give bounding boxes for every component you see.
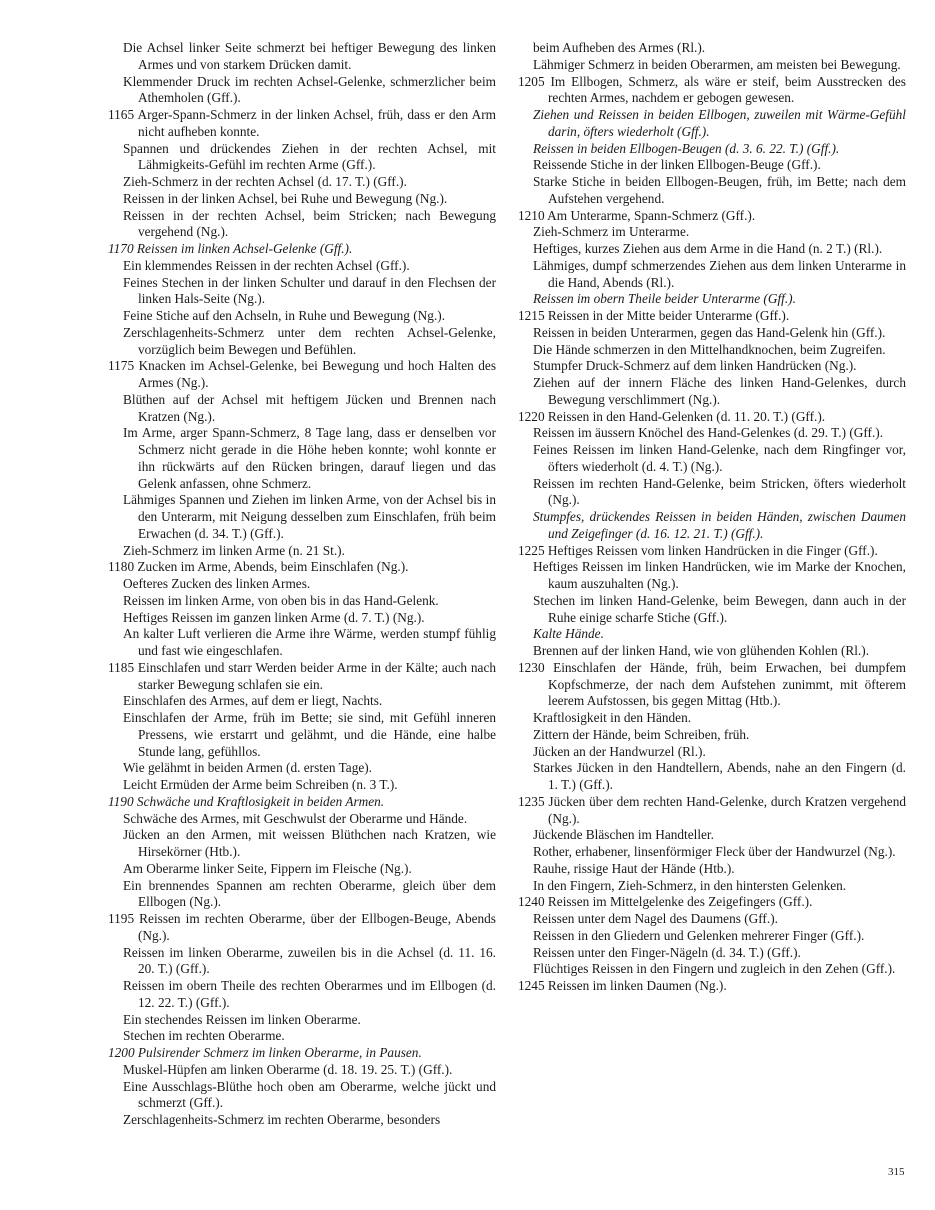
symptom-entry: Zerschlagenheits-Schmerz im rechten Oberarme, besonders bbox=[123, 1112, 441, 1127]
symptom-entry: Reissen im rechten Hand-Gelenke, beim Stricken, öfters wiederholt (Ng.). bbox=[533, 475, 906, 508]
symptom-entry: Feines Stechen in der linken Schulter und darauf in den Flechsen der linken Hals-Seite (Ng.). bbox=[123, 274, 496, 307]
symptom-entry: 1205 Im Ellbogen, Schmerz, als wäre er steif, beim Ausstrecken des rechten Armes, nachdem er gebogen gewesen. bbox=[518, 73, 906, 106]
symptom-entry: 1195 Reissen im rechten Oberarme, über der Ellbogen-Beuge, Abends (Ng.). bbox=[108, 911, 496, 943]
symptom-entry: Die Achsel linker Seite schmerzt bei heftiger Bewegung des linken Armes und von starkem Drücken damit. bbox=[123, 40, 496, 72]
symptom-entry: beim Aufheben des Armes (Rl.). bbox=[533, 40, 706, 55]
symptom-entry: 1185 Einschlafen und starr Werden beider Arme in der Kälte; auch nach starker Bewegung schlafen sie ein. bbox=[108, 659, 496, 692]
symptom-entry: Lähmiger Schmerz in beiden Oberarmen, am meisten bei Bewegung. bbox=[533, 56, 901, 72]
symptom-entry: Lähmiges, dumpf schmerzendes Ziehen aus dem linken Unterarme in die Hand, Abends (Rl.). bbox=[533, 257, 906, 290]
symptom-entry: Kraftlosigkeit in den Händen. bbox=[533, 710, 692, 725]
symptom-entry: Schwäche des Armes, mit Geschwulst der Oberarme und Hände. bbox=[123, 810, 468, 826]
symptom-entry: 1225 Heftiges Reissen vom linken Handrücken in die Finger (Gff.). bbox=[518, 542, 878, 558]
symptom-entry: Heftiges Reissen im ganzen linken Arme (d. 7. T.) (Ng.). bbox=[123, 609, 425, 625]
symptom-entry: Einschlafen der Arme, früh im Bette; sie sind, mit Gefühl inneren Pressens, wie erstarrt und gelähmt, und die Hände, eine halbe Stunde lang, gefühllos. bbox=[123, 710, 496, 759]
symptom-entry: Stumpfes, drückendes Reissen in beiden Händen, zwischen Daumen und Zeigefinger (d. 16. 12. 21. T.) (Gff.). bbox=[533, 509, 906, 541]
symptom-entry: Rauhe, rissige Haut der Hände (Htb.). bbox=[533, 860, 735, 876]
symptom-entry: Zerschlagenheits-Schmerz unter dem rechten Achsel-Gelenke, vorzüglich beim Bewegen und Befühlen. bbox=[123, 324, 496, 357]
left-column bbox=[108, 40, 496, 1129]
symptom-entry: 1180 Zucken im Arme, Abends, beim Einschlafen (Ng.). bbox=[108, 559, 409, 575]
symptom-entry: Spannen und drückendes Ziehen in der rechten Achsel, mit Lähmigkeits-Gefühl im rechten Arme (Gff.). bbox=[123, 140, 496, 173]
symptom-entry: Reissen unter den Finger-Nägeln (d. 34. T.) (Gff.). bbox=[533, 944, 801, 960]
symptom-entry: Einschlafen des Armes, auf dem er liegt, Nachts. bbox=[123, 693, 383, 709]
symptom-entry: Leicht Ermüden der Arme beim Schreiben (n. 3 T.). bbox=[123, 777, 398, 792]
symptom-entry: Reissen im linken Arme, von oben bis in das Hand-Gelenk. bbox=[123, 592, 439, 608]
symptom-entry: Reissen in beiden Ellbogen-Beugen (d. 3. 6. 22. T.) (Gff.). bbox=[533, 140, 840, 156]
symptom-entry: 1190 Schwäche und Kraftlosigkeit in beiden Armen. bbox=[108, 793, 385, 809]
symptom-entry: Reissen im linken Oberarme, zuweilen bis in die Achsel (d. 11. 16. 20. T.) (Gff.). bbox=[123, 944, 496, 977]
symptom-entry: 1175 Knacken im Achsel-Gelenke, bei Bewegung und hoch Halten des Armes (Ng.). bbox=[108, 358, 496, 390]
symptom-entry: Feines Reissen im linken Hand-Gelenke, nach dem Ringfinger vor, öfters wiederholt (d. 4. T.) (Ng.). bbox=[533, 442, 906, 474]
symptom-entry: Stumpfer Druck-Schmerz auf dem linken Handrücken (Ng.). bbox=[533, 358, 857, 374]
symptom-entry: Jücken an der Handwurzel (Rl.). bbox=[533, 743, 706, 759]
symptom-entry: Reissen in den Gliedern und Gelenken mehrerer Finger (Gff.). bbox=[533, 927, 865, 943]
symptom-entry: Im Arme, arger Spann-Schmerz, 8 Tage lang, dass er denselben vor Schmerz nicht gerade in die Höhe heben konnte; wohl konnte er ihn rückwärts auf den Rücken bringen, darauf liegen und das Gelenk anfassen, ohne Schmerz. bbox=[123, 425, 496, 491]
symptom-entry: Reissende Stiche in der linken Ellbogen-Beuge (Gff.). bbox=[533, 157, 821, 173]
right-column bbox=[518, 40, 906, 995]
symptom-entry: Ein klemmendes Reissen in der rechten Achsel (Gff.). bbox=[123, 257, 410, 273]
symptom-entry: Reissen unter dem Nagel des Daumens (Gff.). bbox=[533, 911, 778, 926]
symptom-entry: Ein brennendes Spannen am rechten Oberarme, gleich über dem Ellbogen (Ng.). bbox=[123, 877, 496, 910]
symptom-entry: Jücken an den Armen, mit weissen Blüthchen nach Kratzen, wie Hirsekörner (Htb.). bbox=[123, 827, 496, 859]
symptom-entry: Brennen auf der linken Hand, wie von glühenden Kohlen (Rl.). bbox=[533, 643, 870, 658]
symptom-entry: Lähmiges Spannen und Ziehen im linken Arme, von der Achsel bis in den Unterarm, mit Neigung desselben zum Einschlafen, früh beim Erwachen (d. 34. T.) (Gff.). bbox=[123, 492, 496, 541]
symptom-entry: Blüthen auf der Achsel mit heftigem Jücken und Brennen nach Kratzen (Ng.). bbox=[123, 391, 496, 424]
symptom-entry: Heftiges, kurzes Ziehen aus dem Arme in die Hand (n. 2 T.) (Rl.). bbox=[533, 241, 883, 256]
symptom-entry: Starkes Jücken in den Handtellern, Abends, nahe an den Fingern (d. 1. T.) (Gff.). bbox=[533, 760, 906, 792]
symptom-entry: Reissen im äussern Knöchel des Hand-Gelenkes (d. 29. T.) (Gff.). bbox=[533, 425, 884, 441]
symptom-entry: Eine Ausschlags-Blüthe hoch oben am Oberarme, welche jückt und schmerzt (Gff.). bbox=[123, 1078, 496, 1111]
symptom-entry: An kalter Luft verlieren die Arme ihre Wärme, werden stumpf fühlig und fast wie eingeschlafen. bbox=[123, 626, 496, 658]
symptom-entry: Reissen im obern Theile des rechten Oberarmes und im Ellbogen (d. 12. 22. T.) (Gff.). bbox=[123, 978, 496, 1010]
symptom-entry: 1165 Arger-Spann-Schmerz in der linken Achsel, früh, dass er den Arm nicht aufheben konnte. bbox=[108, 107, 496, 139]
symptom-entry: Reissen in beiden Unterarmen, gegen das Hand-Gelenk hin (Gff.). bbox=[533, 324, 886, 340]
symptom-entry: Reissen in der linken Achsel, bei Ruhe und Bewegung (Ng.). bbox=[123, 190, 448, 206]
symptom-entry: 1245 Reissen im linken Daumen (Ng.). bbox=[518, 978, 727, 993]
symptom-entry: Starke Stiche in beiden Ellbogen-Beugen, früh, im Bette; nach dem Aufstehen vergehend. bbox=[533, 174, 906, 206]
symptom-entry: 1215 Reissen in der Mitte beider Unterarme (Gff.). bbox=[518, 308, 790, 323]
page-number: 315 bbox=[888, 1166, 905, 1178]
symptom-entry: Feine Stiche auf den Achseln, in Ruhe und Bewegung (Ng.). bbox=[123, 308, 446, 323]
symptom-entry: Stechen im linken Hand-Gelenke, beim Bewegen, dann auch in der Ruhe einige scharfe Stiche (Gff.). bbox=[533, 592, 906, 625]
symptom-entry: Flüchtiges Reissen in den Fingern und zugleich in den Zehen (Gff.). bbox=[533, 961, 896, 977]
symptom-entry: 1170 Reissen im linken Achsel-Gelenke (Gff.). bbox=[108, 241, 353, 256]
symptom-entry: 1235 Jücken über dem rechten Hand-Gelenke, durch Kratzen vergehend (Ng.). bbox=[518, 793, 906, 826]
symptom-entry: Zieh-Schmerz im linken Arme (n. 21 St.). bbox=[123, 542, 345, 558]
symptom-entry: Ein stechendes Reissen im linken Oberarme. bbox=[123, 1011, 361, 1027]
symptom-entry: Rother, erhabener, linsenförmiger Fleck über der Handwurzel (Ng.). bbox=[533, 844, 896, 859]
symptom-entry: 1200 Pulsirender Schmerz im linken Oberarme, in Pausen. bbox=[108, 1045, 422, 1060]
symptom-entry: Muskel-Hüpfen am linken Oberarme (d. 18. 19. 25. T.) (Gff.). bbox=[123, 1061, 453, 1077]
symptom-entry: Reissen im obern Theile beider Unterarme (Gff.). bbox=[533, 291, 796, 307]
symptom-entry: Kalte Hände. bbox=[533, 626, 604, 642]
symptom-entry: Am Oberarme linker Seite, Fippern im Fleische (Ng.). bbox=[123, 860, 412, 876]
symptom-entry: Wie gelähmt in beiden Armen (d. ersten Tage). bbox=[123, 760, 372, 776]
symptom-entry: Reissen in der rechten Achsel, beim Stricken; nach Bewegung vergehend (Ng.). bbox=[123, 207, 496, 240]
symptom-entry: 1210 Am Unterarme, Spann-Schmerz (Gff.). bbox=[518, 207, 756, 223]
symptom-entry: Die Hände schmerzen in den Mittelhandknochen, beim Zugreifen. bbox=[533, 341, 886, 357]
symptom-entry: Klemmender Druck im rechten Achsel-Gelenke, schmerzlicher beim Athemholen (Gff.). bbox=[123, 73, 496, 106]
symptom-entry: 1230 Einschlafen der Hände, früh, beim Erwachen, bei dumpfem Kopfschmerze, der nach dem Aufstehen zunimmt, mit öfterem leerem Aufstossen, bis gegen Mittag (Htb.). bbox=[518, 659, 906, 709]
symptom-entry: Oefteres Zucken des linken Armes. bbox=[123, 576, 311, 591]
symptom-entry: Jückende Bläschen im Handteller. bbox=[533, 827, 714, 843]
symptom-entry: In den Fingern, Zieh-Schmerz, in den hintersten Gelenken. bbox=[533, 877, 847, 893]
symptom-entry: Heftiges Reissen im linken Handrücken, wie im Marke der Knochen, kaum auszuhalten (Ng.). bbox=[533, 559, 906, 591]
symptom-entry: 1220 Reissen in den Hand-Gelenken (d. 11. 20. T.) (Gff.). bbox=[518, 408, 826, 424]
symptom-entry: Ziehen und Reissen in beiden Ellbogen, zuweilen mit Wärme-Gefühl darin, öfters wiederholt (Gff.). bbox=[533, 107, 906, 139]
symptom-entry: Stechen im rechten Oberarme. bbox=[123, 1028, 285, 1044]
symptom-entry: Ziehen auf der innern Fläche des linken Hand-Gelenkes, durch Bewegung verschlimmert (Ng.). bbox=[533, 375, 906, 407]
symptom-entry: 1240 Reissen im Mittelgelenke des Zeigefingers (Gff.). bbox=[518, 894, 813, 910]
symptom-entry: Zieh-Schmerz im Unterarme. bbox=[533, 224, 690, 240]
symptom-entry: Zieh-Schmerz in der rechten Achsel (d. 17. T.) (Gff.). bbox=[123, 174, 407, 189]
symptom-entry: Zittern der Hände, beim Schreiben, früh. bbox=[533, 726, 750, 742]
